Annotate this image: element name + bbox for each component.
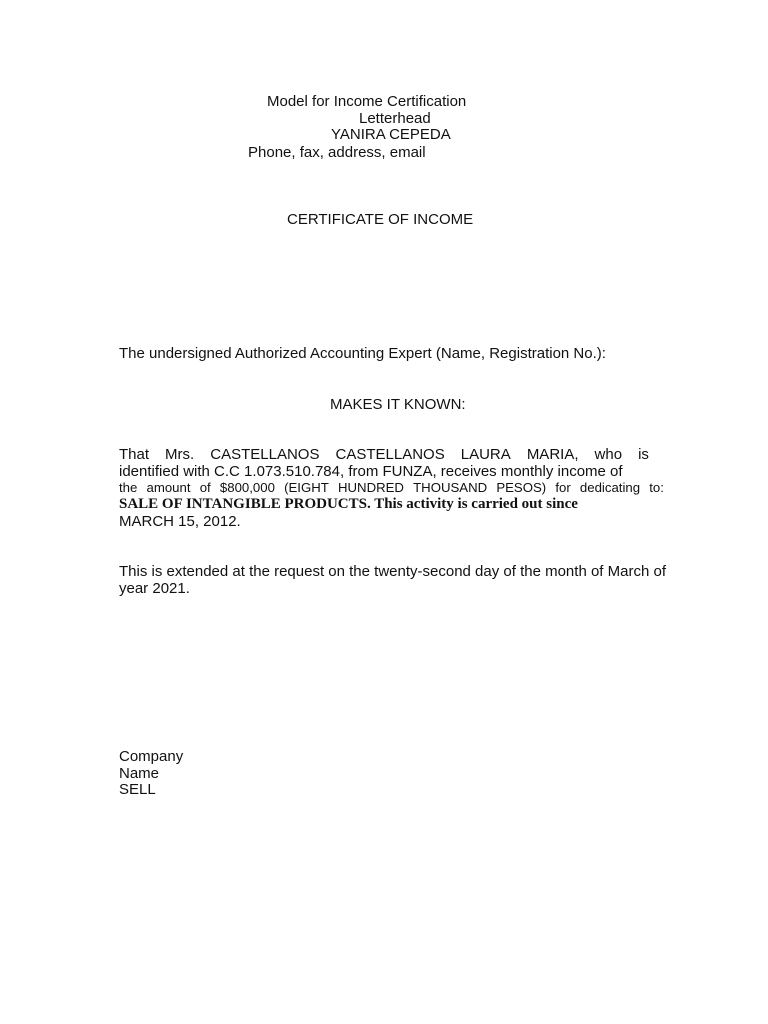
body-word: MARIA, (526, 446, 579, 463)
body-word: CASTELLANOS (335, 446, 445, 463)
body-word: is (638, 446, 649, 463)
signature-company: Company (119, 748, 184, 765)
body-line-1 (119, 446, 649, 463)
body-word: of (199, 480, 211, 495)
signature-name: Name (119, 765, 160, 782)
document-title: CERTIFICATE OF INCOME (287, 211, 474, 228)
body-word: (EIGHT (284, 480, 329, 495)
body-word: dedicating (579, 480, 641, 495)
body-line-2: identified with C.C 1.073.510.784, from FUNZA, receives monthly income of (119, 463, 623, 480)
signature-sell: SELL (119, 781, 156, 798)
body-word: That (119, 446, 150, 463)
extension-line-1: This is extended at the request on the twenty-second day of the month of March of (119, 563, 666, 580)
body-word: amount (146, 480, 191, 495)
body-word: THOUSAND (413, 480, 488, 495)
body-word: for (555, 480, 571, 495)
body-word: CASTELLANOS (210, 446, 320, 463)
body-word: HUNDRED (338, 480, 404, 495)
model-title: Model for Income Certification (267, 93, 467, 110)
extension-line-2: year 2021. (119, 580, 190, 597)
makes-known-heading: MAKES IT KNOWN: (330, 396, 466, 413)
body-word: the (119, 480, 138, 495)
company-name-header: YANIRA CEPEDA (331, 126, 451, 143)
body-word: PESOS) (496, 480, 547, 495)
contact-info: Phone, fax, address, email (248, 144, 426, 161)
body-word: LAURA (460, 446, 511, 463)
intro-text: The undersigned Authorized Accounting Expert (Name, Registration No.): (119, 345, 606, 362)
body-word: who (594, 446, 623, 463)
body-line-3 (119, 480, 664, 495)
body-word: to: (649, 480, 664, 495)
body-line-5-date: MARCH 15, 2012. (119, 513, 241, 530)
body-line-4-activity: SALE OF INTANGIBLE PRODUCTS. This activity is carried out since (119, 496, 578, 512)
letterhead-label: Letterhead (359, 110, 431, 127)
body-word: Mrs. (165, 446, 195, 463)
body-word: $800,000 (219, 480, 275, 495)
